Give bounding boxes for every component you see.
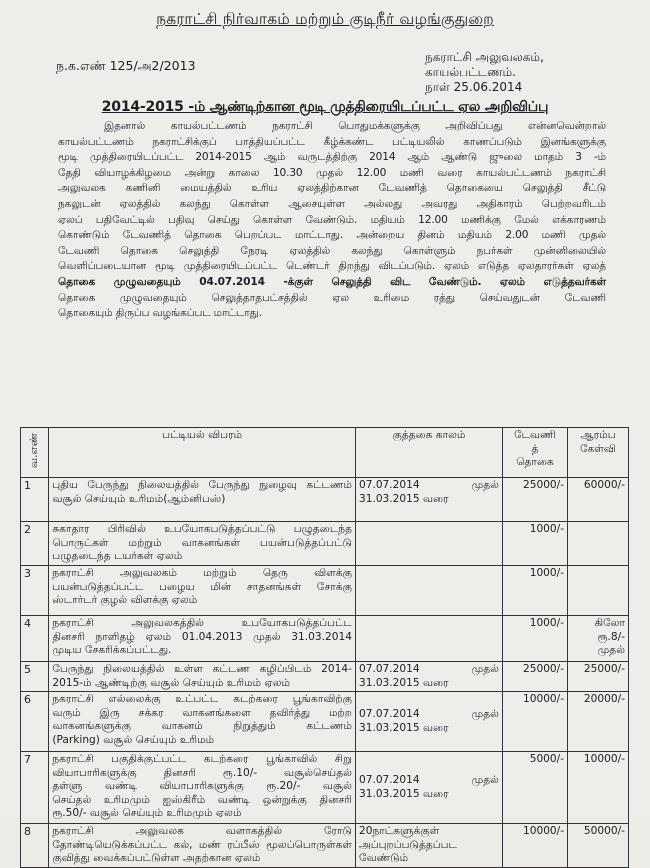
row-period: 07.07.2014 முதல் 31.03.2015 வரை xyxy=(355,478,502,522)
row-start-bid: கிலோ ரூ.8/- முதல் xyxy=(568,616,629,662)
notice-date: நாள் 25.06.2014 xyxy=(425,80,523,94)
notice-line: இதனால் காயல்பட்டணம் நகராட்சி பொதுமக்களுக்கு அறிவிப்பது என்னவென்றால் xyxy=(104,120,606,132)
row-period: 07.07.2014 முதல் 31.03.2015 வரை xyxy=(355,662,502,692)
notice-line: காயல்பட்டணம் நகராட்சிக்குப் பாத்தியப்பட்ட கீழ்க்கண்ட பட்டியலில் காணப்படும் இனங்களுக்கு xyxy=(58,135,606,148)
table-row xyxy=(21,752,629,824)
row-period: 07.07.2014 முதல் 31.03.2015 வரை xyxy=(355,692,502,752)
office-line-1: நகராட்சி அலுவலகம், xyxy=(425,50,544,64)
row-sno: 3 xyxy=(21,566,49,616)
notice-line: தேதி வியாழக்கிழமை அன்று காலை 10.30 முதல் 12.00 மணி வரை காயல்பட்டணம் நகராட்சி xyxy=(58,166,606,179)
notice-line: அலுவலக கணினி மையத்தில் உரிய ஏலத்திற்கான டேவணித் தொகையை செலுத்தி சீட்டு xyxy=(58,182,606,195)
notice-line: தொகை முழுவதையும் 04.07.2014 -க்குள் செலுத்தி விட வேண்டும். ஏலம் எடுத்தவர்கள் xyxy=(58,275,606,288)
notice-title: 2014-2015 -ம் ஆண்டிற்கான மூடி முத்திரையிடப்பட்ட ஏல அறிவிப்பு xyxy=(101,99,549,115)
header-description: பட்டியல் விபரம் xyxy=(49,428,356,478)
row-sno: 4 xyxy=(21,616,49,662)
row-description: நகராட்சி அலுவலக வளாகத்தில் ரோடு தோண்டியெடுக்கப்பட்ட கல், மண் ரப்பீஸ் மூலப்பொருள்கள் குவித்து வைக்கப்பட்டுள்ள அதற்கான ஏலம் xyxy=(49,824,356,868)
table-row xyxy=(21,616,629,662)
header-sno: வ.எண் xyxy=(21,428,49,478)
row-sno: 8 xyxy=(21,824,49,868)
reference-number: ந.க.எண் 125/அ2/2013 xyxy=(56,58,196,73)
row-period: 20நாட்களுக்குள் அப்புறப்படுத்தப்பட வேண்டும் xyxy=(355,824,502,868)
row-description: நகராட்சி அலுவலகத்தில் உபயோகபடுத்தப்பட்ட தினசரி நாளிதழ் ஏலம் 01.04.2013 முதல் 31.03.2014 முடிய சேகரிக்கப்பட்டது. xyxy=(49,616,356,662)
office-line-2: காயல்பட்டணம். xyxy=(425,65,516,79)
header-start-bid: ஆரம்ப கேள்வி xyxy=(568,428,629,478)
row-deposit: 10000/- xyxy=(502,824,567,868)
notice-body xyxy=(58,119,606,322)
row-start-bid: 20000/- xyxy=(568,692,629,752)
row-deposit: 10000/- xyxy=(502,692,567,752)
row-sno: 1 xyxy=(21,478,49,522)
header-deposit: டேவணி த் தொகை xyxy=(502,428,567,478)
office-address xyxy=(425,50,544,95)
notice-line: வெளிப்படையான மூடி முத்திரையிடப்பட்ட டெண்டர் திறந்து விடப்படும். ஏலம் எடுத்த ஏலதாரர்கள் ஏலத் xyxy=(58,260,606,273)
notice-line: கொண்டும் டேவணித் தொகை பெறப்பட மாட்டாது. அன்றைய தினம் மதியம் 2.00 மணி முதல் xyxy=(58,229,606,242)
row-start-bid: 60000/- xyxy=(568,478,629,522)
notice-line: நகலுடன் ஏலத்தில் கலந்து கொள்ள ஆசையுள்ள அல்லது அவரது அதிகாரம் பெற்றவரிடம் xyxy=(58,197,606,210)
row-sno: 5 xyxy=(21,662,49,692)
table-row xyxy=(21,662,629,692)
row-start-bid: 50000/- xyxy=(568,824,629,868)
notice-line: மூடி முத்திரையிடப்பட்ட 2014-2015 ஆம் வருடத்திற்கு 2014 ஆம் ஆண்டு ஜுலை மாதம் 3 -ம் xyxy=(58,151,606,164)
row-deposit: 25000/- xyxy=(502,662,567,692)
table-row xyxy=(21,522,629,566)
row-period xyxy=(355,522,502,566)
row-deposit: 25000/- xyxy=(502,478,567,522)
table-row xyxy=(21,824,629,868)
row-period: 07.07.2014 முதல் 31.03.2015 வரை xyxy=(355,752,502,824)
table-header-row xyxy=(21,428,629,478)
row-sno: 6 xyxy=(21,692,49,752)
row-deposit: 1000/- xyxy=(502,522,567,566)
row-sno: 7 xyxy=(21,752,49,824)
row-deposit: 5000/- xyxy=(502,752,567,824)
table-row xyxy=(21,692,629,752)
department-heading: நகராட்சி நிர்வாகம் மற்றும் குடிநீர் வழங்குதுறை xyxy=(156,10,494,28)
row-description: நகராட்சி அலுவலகம் மற்றும் தெரு விளக்கு பயன்படுத்தப்பட்ட பழைய மின் சாதனங்கள் சோக்கு ஸ்டார்டர் குழல் விளக்கு ஏலம் xyxy=(49,566,356,616)
notice-line: ஏலப் பதிவேட்டில் பதிவு செய்து கொள்ள வேண்டும். மதியம் 12.00 மணிக்கு மேல் எக்காரணம் xyxy=(58,213,606,226)
header-period: குத்தகை காலம் xyxy=(355,428,502,478)
row-period xyxy=(355,566,502,616)
row-sno: 2 xyxy=(21,522,49,566)
row-deposit: 1000/- xyxy=(502,566,567,616)
notice-line: தொகை முழுவதையும் செலுத்தாதபட்சத்தில் ஏல உரிமை ரத்து செய்வதுடன் டேவணி xyxy=(58,291,606,304)
table-row xyxy=(21,478,629,522)
row-description: பேருந்து நிலையத்தில் உள்ள கட்டண கழிப்பிடம் 2014- 2015-ம் ஆண்டிற்கு வசூல் செய்யும் உரிமம் ஏலம் xyxy=(49,662,356,692)
row-start-bid xyxy=(568,566,629,616)
row-period xyxy=(355,616,502,662)
row-start-bid: 25000/- xyxy=(568,662,629,692)
row-deposit: 1000/- xyxy=(502,616,567,662)
row-description: சுகாதார பிரிவில் உபயோகபடுத்தப்பட்டு பழுதடைந்த பொருட்கள் மற்றும் வாகனங்கள் பயன்படுத்தப்பட்டு பழுதடைந்த டயர்கள் ஏலம் xyxy=(49,522,356,566)
row-description: நகராட்சி எல்லைக்கு உட்பட்ட கடற்கரை பூங்காவிற்கு வரும் இரு சக்கர வாகனங்களை தவிர்த்து மற்ற வாகனங்களுக்கு வாகனம் நிறுத்தும் கட்டணம் (Parking) வசூல் செய்யும் உரிமம் xyxy=(49,692,356,752)
row-start-bid: 10000/- xyxy=(568,752,629,824)
table-row xyxy=(21,566,629,616)
notice-line: டேவணி தொகை செலுத்தி நேரடி ஏலத்தில் கலந்து கொள்ளும் நபர்கள் முன்னிலையில் xyxy=(58,244,606,257)
row-start-bid xyxy=(568,522,629,566)
notice-line: தொகையும் திருப்ப வழங்கப்பட மாட்டாது. xyxy=(58,307,262,320)
row-description: நகராட்சி பகுதிக்குட்பட்ட கடற்கரை பூங்காவில் சிறு வியாபாரிகளுக்கு தினசரி ரூ.10/- வசூல்செய்தல் தள்ளு வண்டி வியாபாரிகளுக்கு ரூ.20/- வசூல் செய்தல் உரிமமும் ஐஸ்கிரீம் வண்டி ஒன்றுக்கு தினசரி ரூ.50/- வசூல் செய்யும் உரிமமும் ஏலம் xyxy=(49,752,356,824)
auction-items-table xyxy=(20,427,629,868)
row-description: புதிய பேருந்து நிலையத்தில் பேருந்து நுழைவு கட்டணம் வசூல் செய்யும் உரிமம்(ஆம்னிபஸ்) xyxy=(49,478,356,522)
